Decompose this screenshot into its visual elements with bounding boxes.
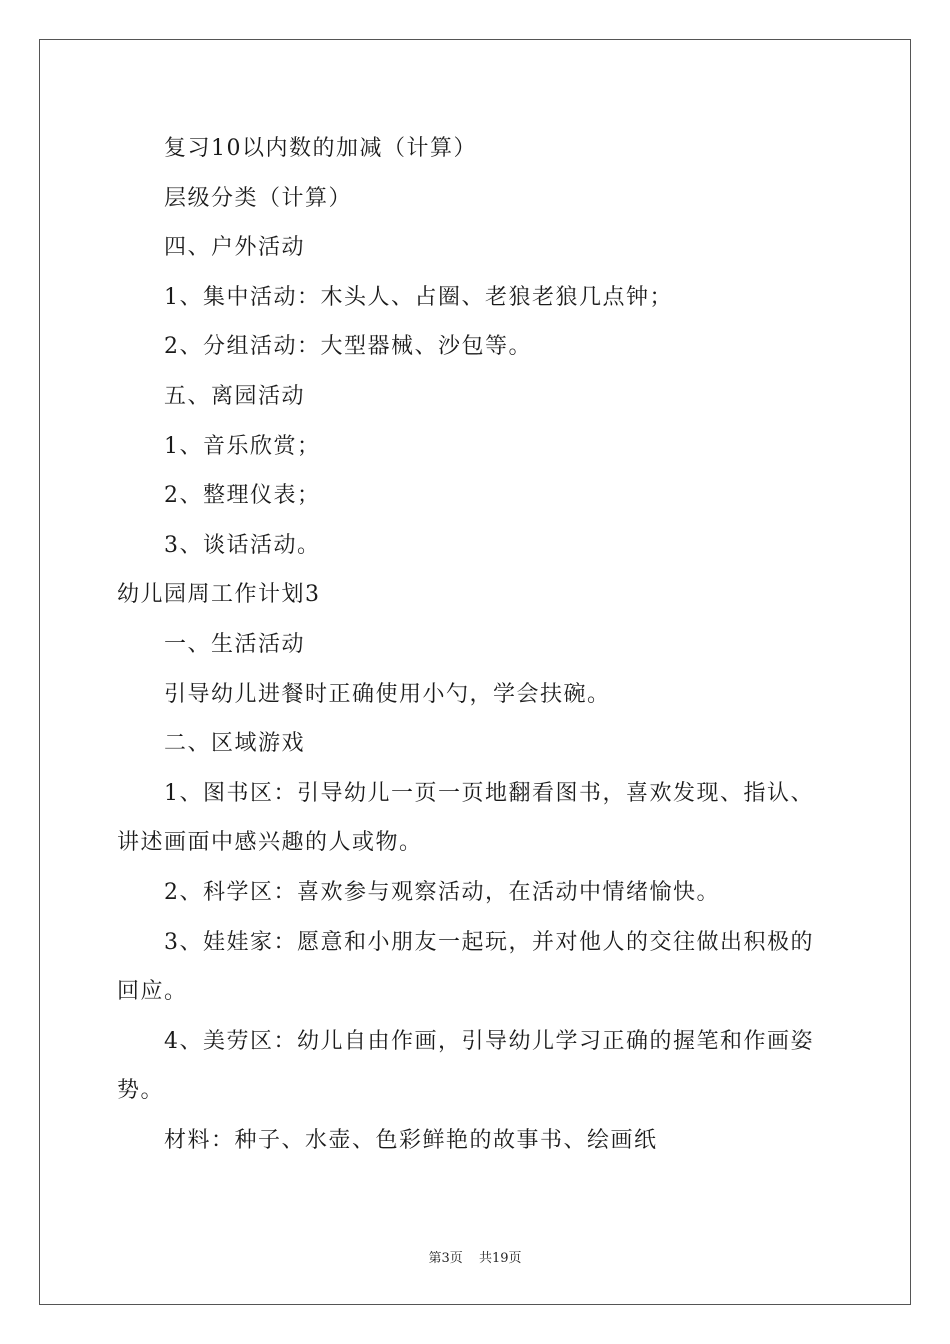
list-item: 2、整理仪表；	[164, 483, 321, 509]
paragraph-first-line: 材料：种子、水壶、色彩鲜艳的故事书、绘画纸	[164, 1127, 658, 1153]
list-item: 1、集中活动：木头人、占圈、老狼老狼几点钟；	[164, 284, 673, 310]
document-title: 幼儿园周工作计划3	[117, 582, 321, 608]
paragraph-continuation: 势。	[117, 1078, 165, 1104]
paragraph	[117, 868, 837, 918]
page-number: 第3页	[428, 1251, 463, 1266]
section-heading: 二、区域游戏	[164, 731, 306, 757]
page-footer	[0, 1247, 950, 1266]
text-line: 复习10以内数的加减（计算）	[164, 136, 477, 161]
paragraph-first-line: 2、科学区：喜欢参与观察活动，在活动中情绪愉快。	[164, 879, 720, 905]
list-item: 1、音乐欣赏；	[164, 433, 321, 459]
text-line: 引导幼儿进餐时正确使用小勺，学会扶碗。	[164, 681, 611, 707]
list-item: 2、分组活动：大型器械、沙包等。	[164, 334, 532, 360]
paragraph-continuation: 回应。	[117, 979, 188, 1005]
paragraph-first-line: 1、图书区：引导幼儿一页一页地翻看图书，喜欢发现、指认、	[164, 780, 814, 806]
paragraph	[117, 1116, 837, 1166]
paragraph	[117, 769, 837, 868]
paragraph	[117, 1017, 837, 1116]
section-heading: 一、生活活动	[164, 631, 306, 657]
document-body	[117, 124, 837, 1165]
list-item: 3、谈话活动。	[164, 532, 321, 558]
section-heading: 五、离园活动	[164, 383, 306, 409]
paragraph-continuation: 讲述画面中感兴趣的人或物。	[117, 830, 423, 856]
paragraph	[117, 918, 837, 1017]
text-line: 层级分类（计算）	[164, 185, 353, 211]
page-total: 共19页	[478, 1251, 522, 1266]
paragraph-first-line: 3、娃娃家：愿意和小朋友一起玩，并对他人的交往做出积极的	[164, 929, 814, 955]
paragraph-first-line: 4、美劳区：幼儿自由作画，引导幼儿学习正确的握笔和作画姿	[164, 1028, 814, 1054]
section-heading: 四、户外活动	[164, 235, 306, 261]
